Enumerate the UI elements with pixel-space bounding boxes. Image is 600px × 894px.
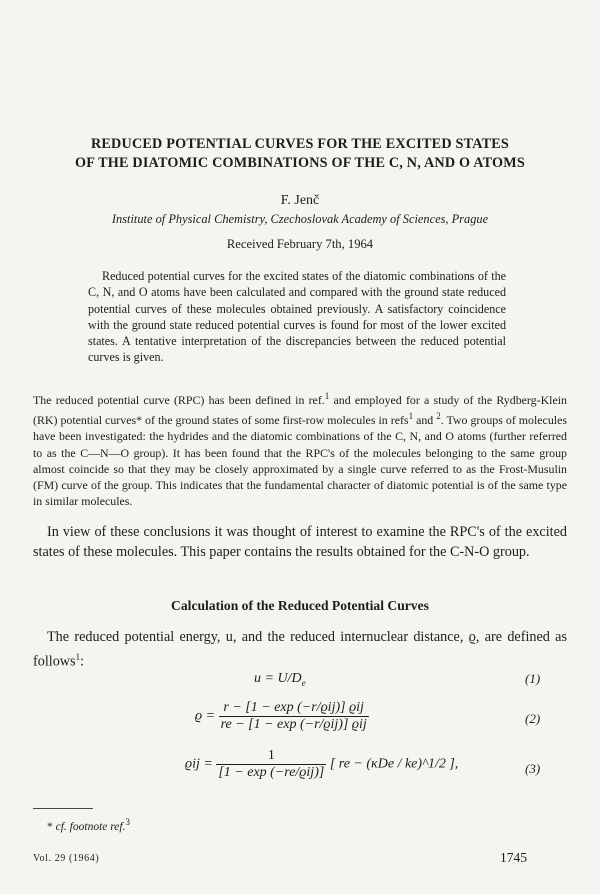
ref-marker: 1 [324, 391, 330, 401]
intro-text-2: and employed for a study of the Rydberg-Klein (RK) potential curves* of the ground states of some first-row molecules in refs [33, 392, 567, 428]
eq3-fraction [216, 748, 326, 781]
equation-1-number: (1) [525, 671, 541, 686]
intro-text-1: The reduced potential curve (RPC) has been defined in ref. [33, 392, 325, 407]
ref-marker: 1 [75, 651, 81, 662]
equation-3 [185, 748, 458, 781]
eq1-body: u = U/D [254, 671, 302, 686]
ref-marker: 1 [408, 411, 414, 422]
definition-tail: : [80, 653, 85, 670]
equation-3-number: (3) [525, 761, 541, 776]
eq2-numerator: r − [1 − exp (−r/ϱij)] ϱij [223, 700, 364, 715]
abstract: Reduced potential curves for the excited states of the diatomic combinations of the C, N, and O atoms have been calculated and compared with the ground state reduced potential curves of these molecules obtained previously. A satisfactory coincidence with the ground state reduced potential curves is found for most of the lower excited states. A tentative interpretation of the discrepancies between the reduced potential curves is given. [88, 269, 506, 365]
eq1-sub: e [301, 677, 306, 688]
eq2-denominator: re − [1 − exp (−r/ϱij)] ϱij [220, 717, 367, 732]
eq2-lhs: ϱ = [195, 708, 216, 724]
ref-marker: 2 [436, 411, 441, 422]
ref-marker: 3 [125, 817, 130, 827]
eq3-denominator: [1 − exp (−re/ϱij)] [218, 765, 325, 780]
eq3-lhs: ϱij = [185, 756, 213, 772]
paper-title [30, 135, 570, 173]
intro-paragraph [33, 388, 567, 509]
definition-paragraph [33, 628, 567, 672]
second-paragraph: In view of these conclusions it was thought of interest to examine the RPC's of the excited states of these molecules. This paper contains the results obtained for the C-N-O group. [33, 524, 567, 560]
equation-2 [195, 700, 369, 733]
author: F. Jenč [280, 193, 320, 208]
received-date: Received February 7th, 1964 [226, 237, 374, 251]
intro-text-4: . Two groups of molecules have been investigated: the hydrides and the diatomic combinations of the C, N, and O atoms (further referred to as the C—N—O group). It has been found that the RPC's of the molecules belonging to the same group almost coincide so that they may be closely approximated by a single curve referred to as the Frost-Musulin (FM) curve of the group. This indicates that the fundamental character of diatomic potential is of the same type in similar molecules. [33, 413, 567, 509]
eq3-bracket-term: [ re − (κDe / ke)^1/2 ], [329, 756, 459, 772]
definition-text: The reduced potential energy, u, and the reduced internuclear distance, ϱ, are defined as follows [33, 629, 567, 670]
journal-volume: Vol. 29 (1964) [33, 853, 100, 864]
footnote-mark: * [47, 820, 53, 833]
footnote [47, 817, 130, 833]
equation-2-number: (2) [525, 711, 541, 726]
section-heading: Calculation of the Reduced Potential Curves [171, 598, 429, 613]
intro-text-3: and [413, 413, 437, 428]
page-number: 1745 [500, 850, 527, 865]
footnote-text: cf. footnote ref. [55, 820, 126, 833]
title-line-2: OF THE DIATOMIC COMBINATIONS OF THE C, N, AND O ATOMS [75, 155, 525, 171]
eq3-numerator: 1 [267, 748, 275, 763]
title-line-1: REDUCED POTENTIAL CURVES FOR THE EXCITED STATES [90, 136, 510, 152]
eq2-fraction [219, 700, 369, 733]
equation-1 [254, 671, 306, 688]
footnote-rule [33, 808, 93, 809]
affiliation: Institute of Physical Chemistry, Czechoslovak Academy of Sciences, Prague [111, 212, 489, 226]
